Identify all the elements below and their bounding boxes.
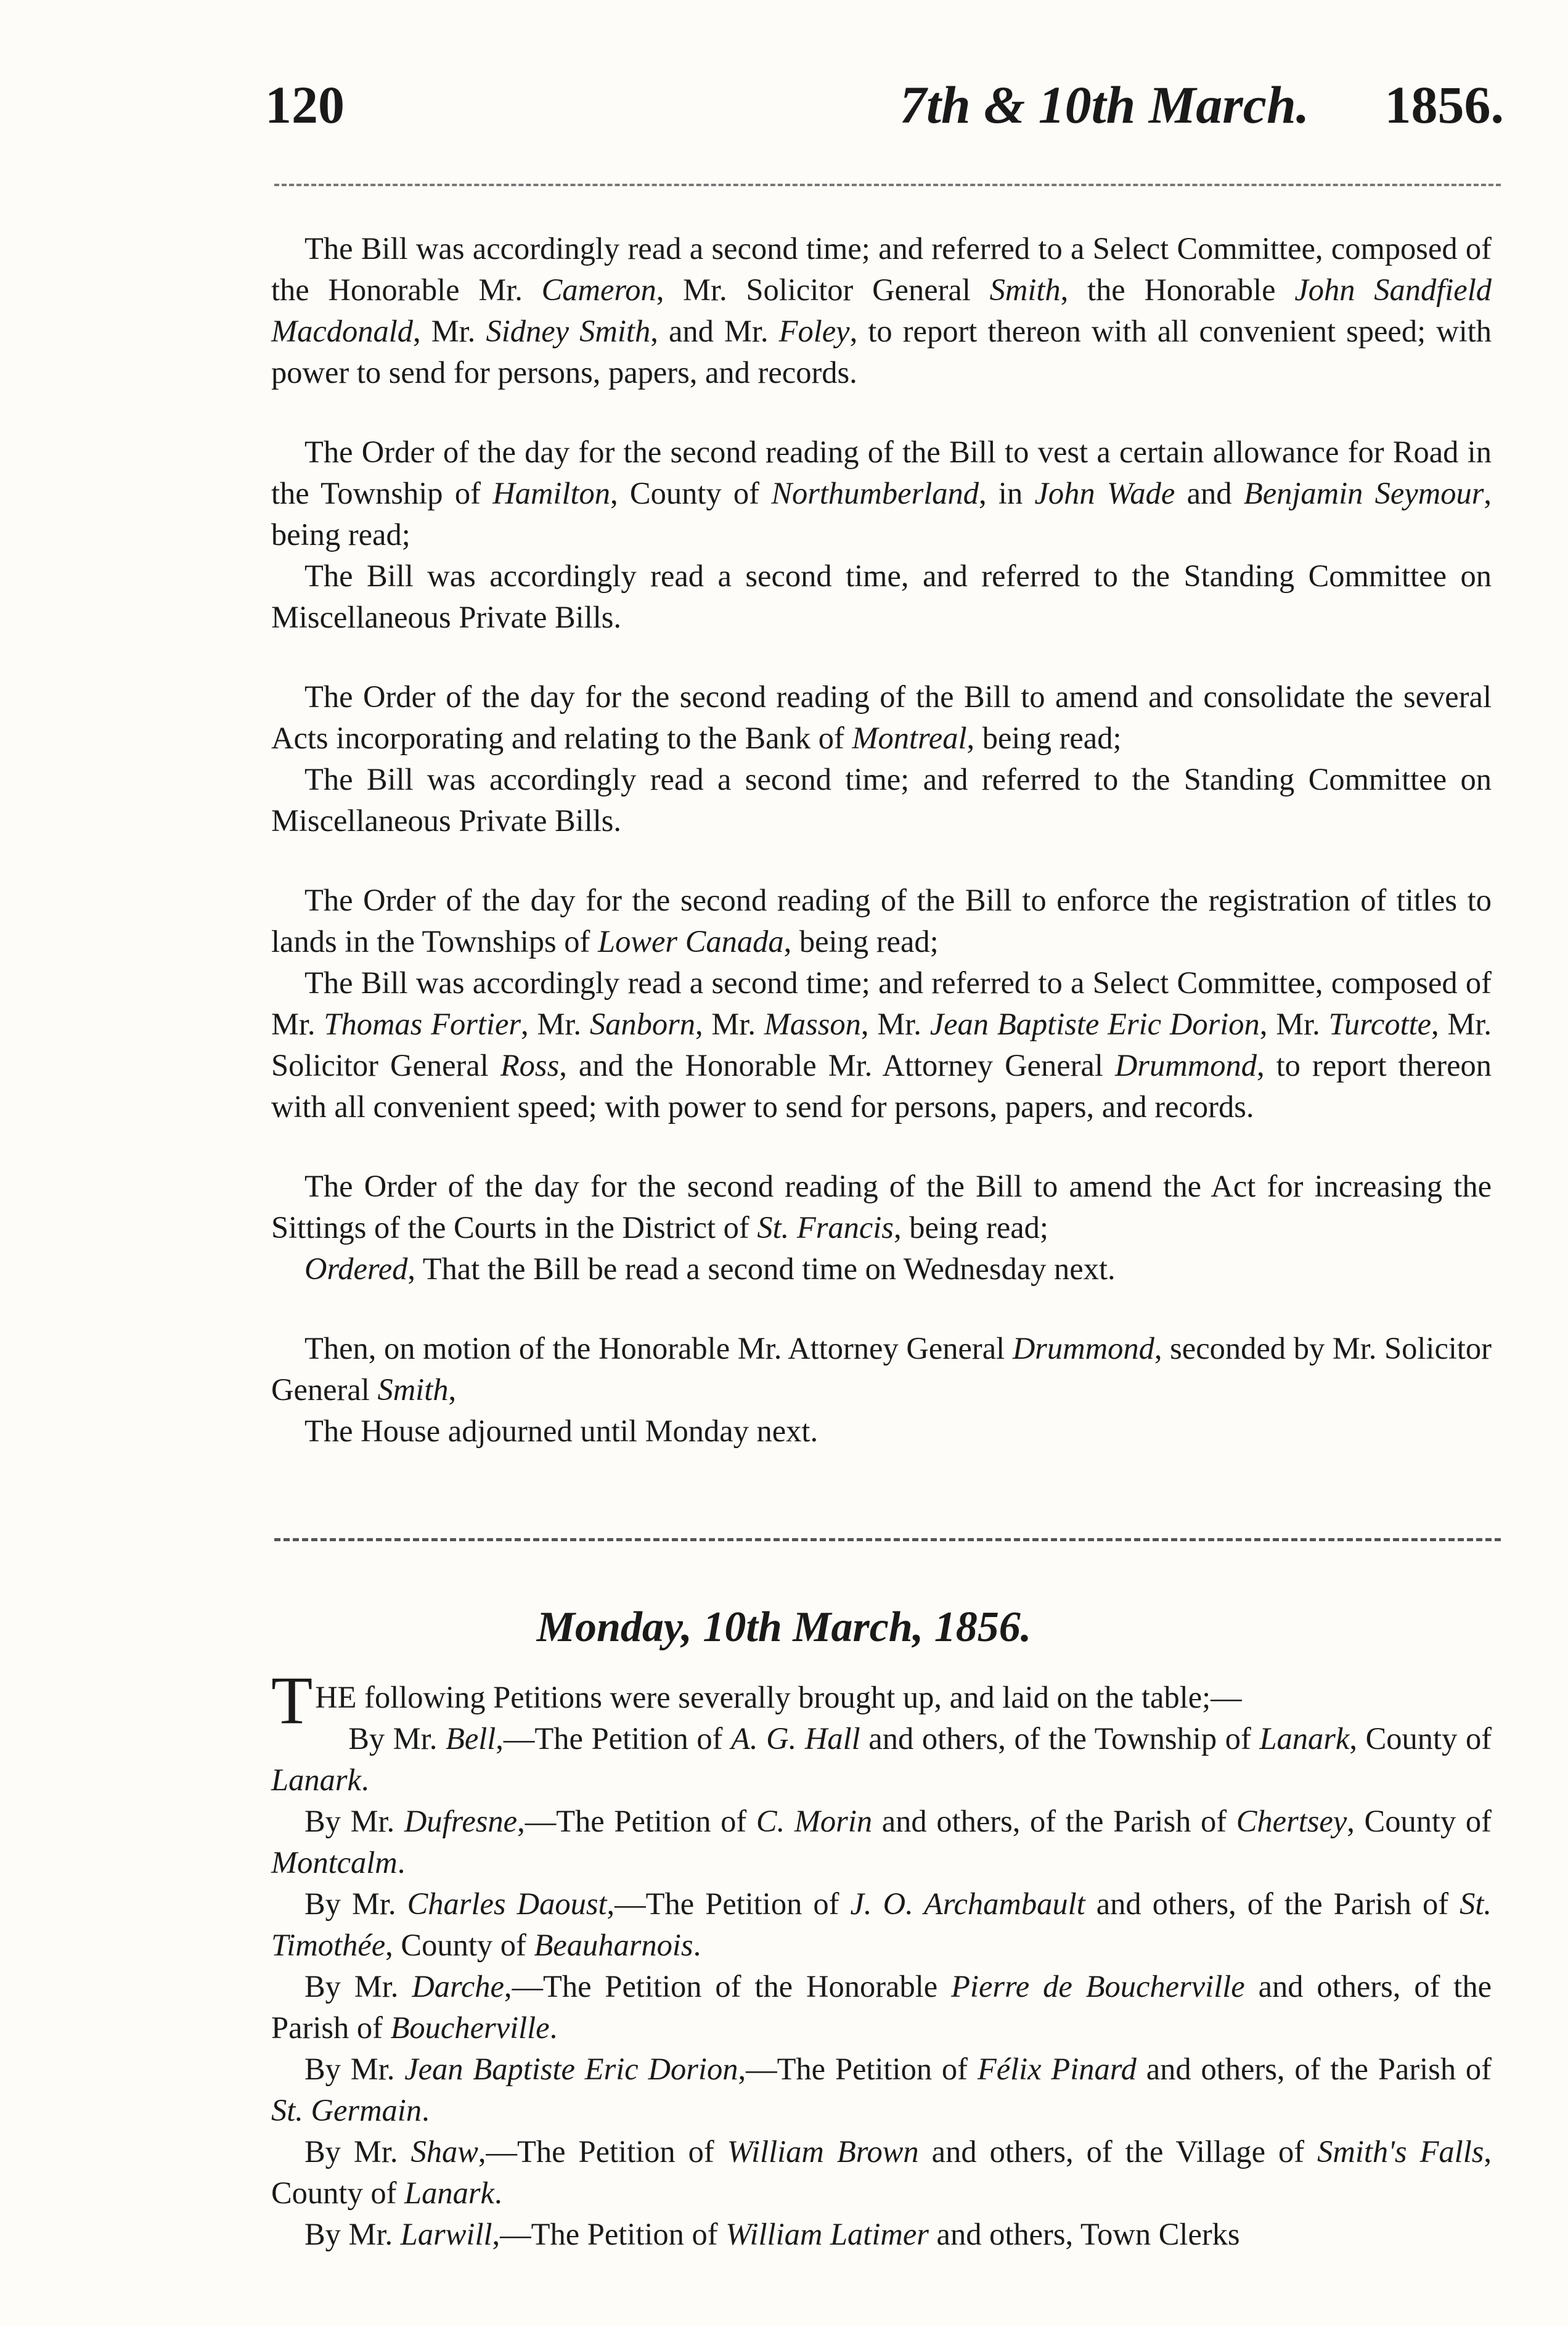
petition-entry (271, 1883, 1492, 1966)
text-run: , and the Honorable Mr. Attorney General (559, 1048, 1115, 1083)
italic-name: Larwill (400, 2217, 492, 2251)
italic-name: Jean Baptiste Eric Dorion (404, 2052, 738, 2086)
text-run: By Mr. (304, 1969, 412, 2004)
text-run: and others, of the Parish of (1085, 1886, 1460, 1921)
italic-name: Montcalm (271, 1845, 398, 1880)
text-run: The House adjourned until Monday next. (304, 1414, 819, 1448)
text-run: Then, on motion of the Honorable Mr. Attorney General (304, 1331, 1013, 1366)
text-run: , County of (271, 2134, 1492, 2210)
text-run: . (549, 2010, 558, 2045)
paragraph-gap (271, 842, 1492, 880)
text-run: and others, of the Parish of (872, 1804, 1236, 1838)
paragraph (271, 1166, 1492, 1248)
text-run: . (494, 2176, 502, 2210)
text-run: By Mr. (304, 2134, 411, 2169)
paragraph (271, 1328, 1492, 1411)
text-run: . (693, 1928, 701, 1962)
text-run: The Bill was accordingly read a second time, and referred to the Standing Committee on Miscellaneous Private Bills. (271, 559, 1492, 634)
text-run: and others, of the Village of (918, 2134, 1318, 2169)
text-run: , County of (610, 476, 772, 510)
paragraph (271, 228, 1492, 393)
italic-name: Ross (500, 1048, 560, 1083)
day-heading: Monday, 10th March, 1856. (536, 1603, 1032, 1651)
italic-name: Boucherville (390, 2010, 550, 2045)
italic-name: Lanark (404, 2176, 494, 2210)
italic-name: Foley (778, 314, 850, 348)
italic-name: John Sandfield Macdonald (271, 272, 1492, 348)
page-header (265, 74, 1504, 142)
petition-entry (271, 2131, 1492, 2214)
italic-name: Jean Baptiste Eric Dorion (929, 1007, 1260, 1041)
petitions-intro (271, 1663, 1492, 1738)
italic-name: C. Morin (756, 1804, 873, 1838)
italic-name: Lanark (1259, 1721, 1350, 1756)
text-run: , County of (1349, 1721, 1492, 1756)
paragraph (271, 1411, 1492, 1452)
italic-name: Charles Daoust (407, 1886, 607, 1921)
text-run: , the Honorable (1060, 272, 1295, 307)
text-run: ,—The Petition of (738, 2052, 978, 2086)
text-run: The Bill was accordingly read a second time; and referred to a Select Committee, composed of Mr. (271, 965, 1492, 1041)
text-run: , (448, 1372, 457, 1407)
italic-name: John Wade (1034, 476, 1175, 510)
italic-name: Ordered (304, 1251, 408, 1286)
italic-name: Drummond (1114, 1048, 1257, 1083)
italic-name: Bell (445, 1721, 496, 1756)
italic-name: Northumberland (771, 476, 979, 510)
petition-entry (271, 2214, 1492, 2255)
italic-name: Darche (412, 1969, 504, 2004)
italic-name: Shaw (410, 2134, 478, 2169)
text-run: By Mr. (348, 1721, 446, 1756)
text-run: , being read; (966, 721, 1122, 755)
intro-text: HE following Petitions were severally brought up, and laid on the table;— (315, 1680, 1242, 1714)
paragraph (271, 676, 1492, 759)
text-run: and (1175, 476, 1244, 510)
proceedings-section (271, 228, 1492, 1452)
italic-name: Masson (764, 1007, 861, 1041)
header-dates: 7th & 10th March. (900, 75, 1310, 134)
text-run: , being read; (271, 476, 1492, 552)
text-run: . (361, 1763, 369, 1797)
paragraph-gap (271, 1290, 1492, 1328)
text-run: , Mr. (860, 1007, 930, 1041)
paragraph (271, 555, 1492, 638)
italic-name: Lower Canada (597, 924, 784, 959)
petition-entry (271, 1801, 1492, 1883)
text-run: , and Mr. (650, 314, 779, 348)
italic-name: A. G. Hall (731, 1721, 860, 1756)
petition-entry (271, 2049, 1492, 2131)
text-run: , Mr. Solicitor General (271, 1007, 1492, 1083)
petition-entry (271, 1718, 1492, 1801)
text-run: , seconded by Mr. Solicitor General (271, 1331, 1492, 1407)
text-run: ,—The Petition of (606, 1886, 851, 1921)
italic-name: Hamilton (492, 476, 610, 510)
italic-name: Sanborn (589, 1007, 695, 1041)
text-run: , Mr. (413, 314, 486, 348)
italic-name: Pierre de Boucherville (951, 1969, 1245, 2004)
text-run: , in (979, 476, 1035, 510)
italic-name: Félix Pinard (977, 2052, 1137, 2086)
italic-name: Lanark (271, 1763, 361, 1797)
italic-name: Smith (377, 1372, 449, 1407)
italic-name: St. Germain (271, 2093, 422, 2127)
text-run: , County of (385, 1928, 534, 1962)
text-run: By Mr. (304, 1804, 404, 1838)
text-run: and others, of the Parish of (271, 1969, 1492, 2045)
section-divider (274, 1538, 1501, 1541)
text-run: By Mr. (304, 2217, 401, 2251)
text-run: , being read; (783, 924, 939, 959)
text-run: , County of (1347, 1804, 1492, 1838)
text-run: , Mr. Solicitor General (656, 272, 990, 307)
text-run: and others, of the Parish of (1136, 2052, 1492, 2086)
text-run: The Order of the day for the second reading of the Bill to amend and consolidate the several Acts incorporating and relating to the Bank of (271, 679, 1492, 755)
italic-name: Sidney Smith (486, 314, 651, 348)
text-run: ,—The Petition of (496, 1721, 732, 1756)
italic-name: J. O. Archambault (850, 1886, 1085, 1921)
italic-name: William Brown (727, 2134, 919, 2169)
text-run: . (397, 1845, 406, 1880)
petitions-section (271, 1663, 1492, 2255)
text-run: . (422, 2093, 430, 2127)
text-run: The Order of the day for the second reading of the Bill to amend the Act for increasing the Sittings of the Courts in the District of (271, 1169, 1492, 1245)
header-year: 1856. (1384, 75, 1504, 134)
italic-name: William Latimer (725, 2217, 929, 2251)
text-run: ,—The Petition of (478, 2134, 727, 2169)
italic-name: Thomas Fortier (324, 1007, 521, 1041)
italic-name: Chertsey (1236, 1804, 1347, 1838)
text-run: and others, of the Township of (860, 1721, 1260, 1756)
text-run: and others, Town Clerks (928, 2217, 1240, 2251)
italic-name: Beauharnois (534, 1928, 693, 1962)
text-run: , Mr. (1259, 1007, 1329, 1041)
header-rule (274, 184, 1501, 186)
text-run: , to report thereon with all convenient speed; with power to send for persons, papers, and records. (271, 314, 1492, 390)
drop-cap: T (271, 1663, 313, 1738)
text-run: By Mr. (304, 2052, 405, 2086)
text-run: The Order of the day for the second reading of the Bill to vest a certain allowance for Road in the Township of (271, 435, 1492, 510)
text-run: The Bill was accordingly read a second time; and referred to a Select Committee, composed of the Honorable Mr. (271, 231, 1492, 307)
italic-name: Benjamin Seymour (1243, 476, 1484, 510)
paragraph (271, 759, 1492, 842)
petition-entry (271, 1966, 1492, 2049)
paragraph-gap (271, 393, 1492, 432)
text-run: The Bill was accordingly read a second time; and referred to the Standing Committee on Miscellaneous Private Bills. (271, 762, 1492, 838)
italic-name: Turcotte (1328, 1007, 1432, 1041)
text-run: , Mr. (695, 1007, 764, 1041)
text-run: , being read; (893, 1210, 1048, 1245)
paragraph-gap (271, 638, 1492, 676)
page-number: 120 (265, 75, 345, 134)
text-run: , to report thereon with all convenient speed; with power to send for persons, papers, and records. (271, 1048, 1492, 1124)
paragraph (271, 880, 1492, 962)
text-run: , Mr. (521, 1007, 590, 1041)
italic-name: St. Francis (757, 1210, 894, 1245)
italic-name: Smith (989, 272, 1061, 307)
text-run: By Mr. (304, 1886, 407, 1921)
italic-name: Drummond (1012, 1331, 1154, 1366)
italic-name: Montreal (852, 721, 967, 755)
paragraph (271, 1248, 1492, 1290)
text-run: , That the Bill be read a second time on Wednesday next. (407, 1251, 1116, 1286)
italic-name: Cameron (541, 272, 656, 307)
paragraph (271, 962, 1492, 1128)
text-run: ,—The Petition of (492, 2217, 726, 2251)
paragraph (271, 432, 1492, 555)
petition-list (271, 1718, 1492, 2255)
paragraph-gap (271, 1128, 1492, 1166)
text-run: The Order of the day for the second reading of the Bill to enforce the registration of titles to lands in the Townships of (271, 883, 1492, 959)
italic-name: Dufresne (404, 1804, 518, 1838)
text-run: ,—The Petition of (517, 1804, 756, 1838)
text-run: ,—The Petition of the Honorable (504, 1969, 952, 2004)
italic-name: Smith's Falls (1317, 2134, 1484, 2169)
italic-name: St. Timothée (271, 1886, 1492, 1962)
